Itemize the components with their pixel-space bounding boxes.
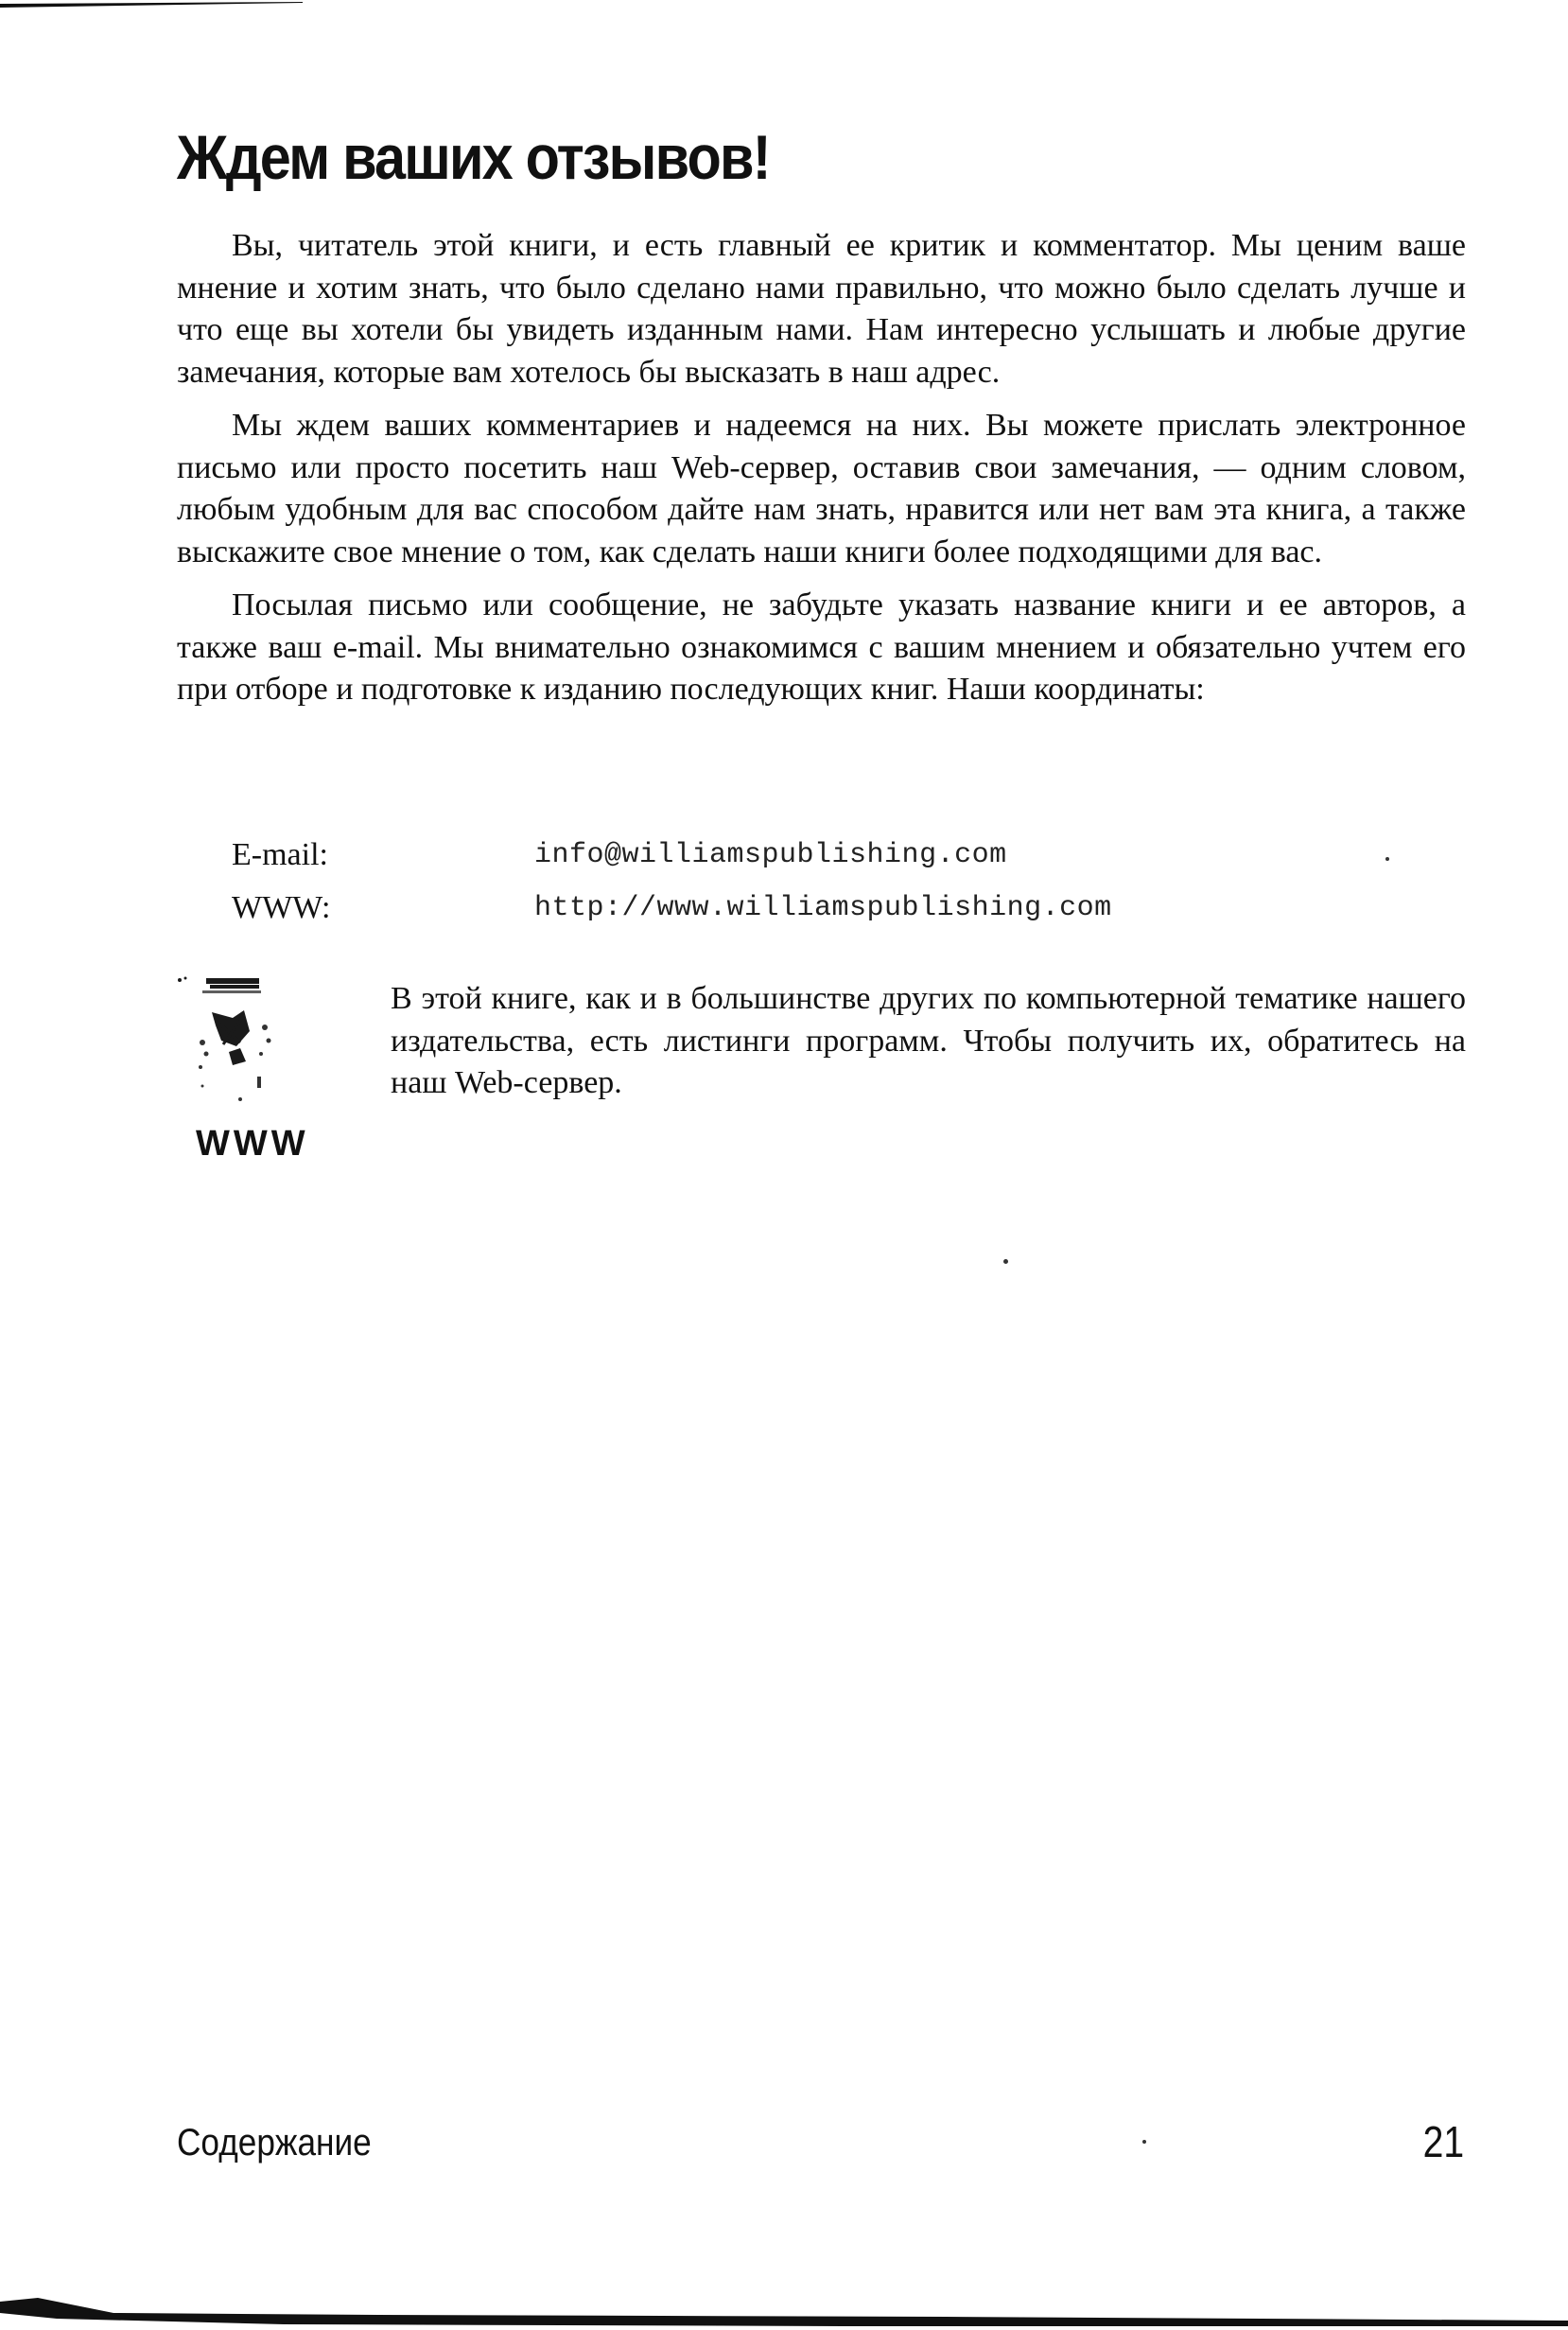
scan-speck xyxy=(1385,857,1389,861)
globe-icon xyxy=(174,974,297,1107)
running-footer-section: Содержание xyxy=(177,2122,372,2164)
www-note-text: В этой книге, как и в большинстве других по компьютерной тематике нашего издательства, есть листинги программ. Чтобы получить их, обратитесь на наш Web-сервер. xyxy=(391,981,1466,1100)
paragraph-intro: Вы, читатель этой книги, и есть главный ее критик и комментатор. Мы ценим ваше мнение и хотим знать, что было сделано нами правильно, что можно было сделать лучше и что еще вы хотели бы увидеть изданным нами. Нам интересно услышать и любые другие замечания, которые вам хотелось бы высказать в наш адрес. xyxy=(177,228,1466,390)
scan-speck xyxy=(1142,2140,1146,2144)
page-number: 21 xyxy=(1422,2117,1464,2166)
contact-list xyxy=(232,834,1414,940)
main-text xyxy=(177,225,1466,723)
scan-bottom-rule xyxy=(0,2275,1568,2330)
scan-top-rule xyxy=(0,0,303,9)
paragraph-comments: Мы ждем ваших комментариев и надеемся на них. Вы можете прислать электронное письмо или просто посетить наш Web-сервер, оставив свои замечания, — одним словом, любым удобным для вас способом дайте нам знать, нравится или нет вам эта книга, а также выскажите свое мнение о том, как сделать наши книги более подходящими для вас. xyxy=(177,408,1466,569)
contact-row-www xyxy=(232,887,1414,940)
email-address[interactable]: info@williamspublishing.com xyxy=(534,839,1007,871)
www-icon-label: WWW xyxy=(196,1124,309,1164)
email-label: E-mail: xyxy=(232,837,328,872)
contact-row-email xyxy=(232,834,1414,887)
page-title: Ждем ваших отзывов! xyxy=(177,122,770,192)
www-label: WWW: xyxy=(232,890,331,925)
paragraph-contacts: Посылая письмо или сообщение, не забудьте указать название книги и ее авторов, а также ваш e-mail. Мы внимательно ознакомимся с вашим мнением и обязательно учтем его при отборе и подготовке к изданию последующих книг. Наши координаты: xyxy=(177,587,1466,707)
scan-speck xyxy=(1003,1259,1008,1264)
website-url[interactable]: http://www.williamspublishing.com xyxy=(534,892,1112,924)
